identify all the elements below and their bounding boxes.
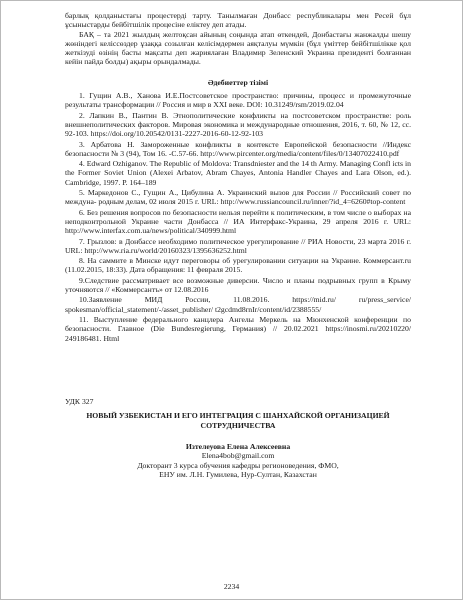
page-number: 2234 [223, 582, 240, 591]
intro-paragraph-1: барлық қолданыстағы процестерді тарту. Танылмаған Донбасс республикалары мен Ресей бұл ұсыныстарды бейбітшілік процесіне еліктеу деп атады. [65, 11, 411, 30]
author-name: Изтелеуова Елена Алексеевна [185, 442, 291, 452]
article-title: НОВЫЙ УЗБЕКИСТАН И ЕГО ИНТЕГРАЦИЯ С ШАНХАЙСКОЙ ОРГАНИЗАЦИЕЙ СОТРУДНИЧЕСТВА [86, 411, 390, 431]
reference-item: 8. На саммите в Минске идут переговоры об урегулировании ситуации на Украине. Коммерсант.ru (11.02.2015, 18:33). Дата обращения: 11 февраля 2015. [65, 256, 411, 275]
author-email: Elena4bob@gmail.com [201, 451, 275, 461]
author-affiliation-line-1: Докторант 3 курса обучения кафедры регионоведения, ФМО, [137, 460, 339, 470]
reference-item: 2. Лапкин В., Пантин В. Этнополитические конфликты на постсоветском пространстве: роль внешнеполитических факторов. Мировая экономика и международные отношения, 2016, т. 60, № 12, сс. 92-103. https://doi.org/10.20542/0131-2227-2016-60-12-92-103 [65, 110, 411, 139]
reference-item: 11. Выступление федерального канцлера Ангелы Меркель на Мюнхенской конференции по безопасности. Главное (Die Bundesregierung, Германия) // 20.02.2021 https://inosmi.ru/20210220/ 249186481. Html [65, 314, 411, 343]
reference-item: 1. Гущин А.В., Ханова И.Е.Постсоветское пространство: причины, процесс и промежуточные результаты трансформации // Россия и мир в XXI веке. DOI: 10.31249/rsm/2019.02.04 [65, 91, 411, 110]
reference-item: 4. Edward Ozhiganov. The Republic of Moldova: Transdniester and the 14 th Army. Managing Confl icts in the Former Soviet Union (Alexei Arbatov, Abram Chayes, Antonia Handler Chayes and Lara Olson, ed.). Cambridge, 1997. P. 164–189 [65, 159, 411, 187]
author-affiliation-line-2: ЕНУ им. Л.Н. Гумилева, Нур-Султан, Казахстан [159, 469, 317, 479]
page-content [65, 11, 411, 479]
reference-item: 3. Арбатова Н. Замороженные конфликты в контексте Европейской безопасности //Индекс безопасности № 3 (94), Том 16. -С.57-66. http://www.pircenter.org/media/content/files/0/13407022410.pdf [65, 139, 411, 158]
reference-item: 5. Маркедонов С., Гущин А., Цибулина А. Украинский вызов для России // Российский совет по междуна- родным делам, 02 июля 2015 г. URL: http://www.russiancouncil.ru/inner/?id_4=6260#top-content [65, 188, 411, 207]
udk-code: УДК 327 [65, 396, 94, 406]
reference-item: 7. Грызлов: в Донбассе необходимо политическое урегулирование // РИА Новости, 23 марта 2016 г. URL: http://www.ria.ru/world/20160323/1395636252.html [65, 236, 411, 255]
reference-item: 9.Следствие рассматривает все возможные диверсии. Число и планы подрывных групп в Крыму уточняются // «Коммерсантъ» от 12.08.2016 [65, 275, 411, 295]
intro-paragraph-2: БАҚ – та 2021 жылдың желтоқсан айының соңында атап өткендей, Донбастағы жанжалды шешу жөніндегі келіссөздер ұзаққа созылған келісімдермен аяқталуы мүмкін (бұл үміттер бейбітшілікке қол жеткізуді өзінің басты мақсаты деп жариялаған Владимир Зеленский Украина президенті болғаннан кейін пайда болды) ақыры орындалмады. [65, 29, 411, 67]
references-heading: Әдебиеттер тізімі [207, 77, 269, 87]
reference-item: 6. Без решения вопросов по безопасности нельзя перейти к политическим, в том числе о выборах на неподконтрольной Украине части Донбасса // ИА Интерфакс-Украина, 29 апреля 2016 г. URL: http://www.interfax.com.ua/news/political/340999.html [65, 207, 411, 236]
reference-item: 10.Заявление МИД России, 11.08.2016. https://mid.ru/ ru/press_service/ spokesman/official_statement/-/asset_publisher/ t2gcdmd8rnIr/content/id/2388555/ [65, 295, 411, 314]
